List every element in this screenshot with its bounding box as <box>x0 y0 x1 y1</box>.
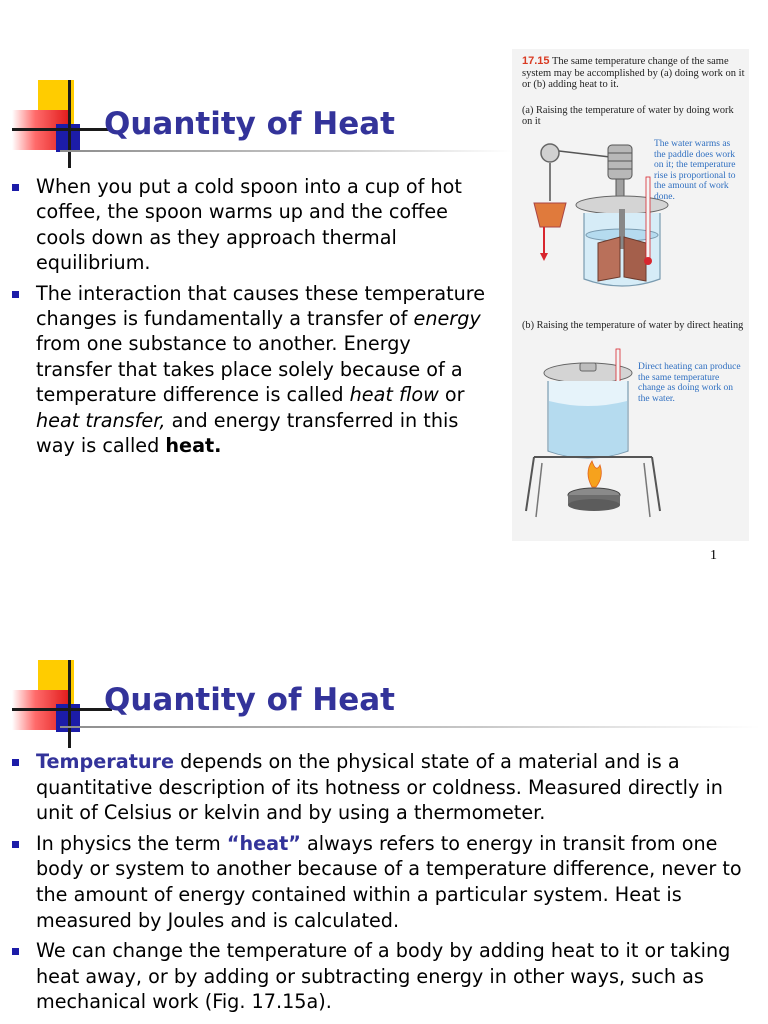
logo-vertical-line <box>68 80 71 168</box>
page-number: 1 <box>710 548 717 563</box>
title-logo <box>12 660 112 750</box>
slide-title: Quantity of Heat <box>104 682 395 718</box>
term-heat: “heat” <box>226 831 301 855</box>
figure-part-b-title: (b) Raising the temperature of water by direct heating <box>522 320 744 331</box>
bullet-text-part: and energy transferred in this way is called <box>36 408 459 458</box>
bullet-text-part: In physics the term <box>36 831 227 855</box>
list-item <box>6 174 486 276</box>
term-temperature: Temperature <box>36 750 175 773</box>
bullet-square-icon <box>12 841 19 848</box>
emphasis-heat-flow: heat flow <box>349 383 439 407</box>
list-item <box>6 281 486 459</box>
bullet-square-icon <box>12 948 19 955</box>
bullet-text: When you put a cold spoon into a cup of hot coffee, the spoon warms up and the coffee cools down as they approach thermal equilibrium. <box>36 175 462 275</box>
logo-horizontal-line <box>12 708 112 711</box>
figure-part-a-title: (a) Raising the temperature of water by doing work on it <box>522 105 734 127</box>
bullet-square-icon <box>12 184 19 191</box>
figure-caption-text: The same temperature change of the same system may be accomplished by (a) doing work on it or (b) adding heat to it. <box>522 56 745 90</box>
figure-part-b-note: Direct heating can produce the same temperature change as doing work on the water. <box>638 362 741 404</box>
emphasis-energy: energy <box>413 307 481 331</box>
figure-part-a-note: The water warms as the paddle does work on it; the temperature rise is proportional to the amount of work done. <box>654 139 736 202</box>
title-underline <box>60 726 760 728</box>
list-item <box>6 938 766 1015</box>
bullet-text-part: The interaction that causes these temperature changes is fundamentally a transfer of <box>36 281 486 331</box>
figure-number: 17.15 <box>522 55 550 67</box>
title-underline <box>60 150 512 152</box>
bullet-text-part: always refers to energy in transit from one body or system to another because of a temperature difference, never to the amount of energy contained within a particular system. Heat is measured by Joules and is calculated. <box>36 831 742 932</box>
slide-title: Quantity of Heat <box>104 106 395 142</box>
bullet-square-icon <box>12 291 19 298</box>
bullet-text-part: from one substance to another. Energy transfer that takes place solely because of a temperature difference is called <box>36 332 463 407</box>
bullet-text: We can change the temperature of a body by adding heat to it or taking heat away, or by adding or subtracting energy in other ways, such as mechanical work (Fig. 17.15a). <box>36 939 731 1014</box>
figure-17-15 <box>512 49 749 541</box>
bullet-list <box>6 174 486 463</box>
slide-2 <box>0 512 768 1022</box>
list-item <box>6 749 766 826</box>
bullet-text-part: or <box>438 383 465 407</box>
logo-vertical-line <box>68 660 71 748</box>
list-item <box>6 831 766 933</box>
emphasis-heat-transfer: heat transfer, <box>36 408 166 432</box>
bullet-square-icon <box>12 759 19 766</box>
bullet-text-part: depends on the physical state of a material and is a quantitative description of its hotness or coldness. Measured directly in unit of Celsius or kelvin and by using a thermometer. <box>36 750 723 825</box>
title-logo <box>12 80 112 170</box>
logo-horizontal-line <box>12 128 112 131</box>
bullet-list <box>6 749 766 1020</box>
figure-caption <box>522 56 748 91</box>
emphasis-heat: heat. <box>165 434 222 458</box>
